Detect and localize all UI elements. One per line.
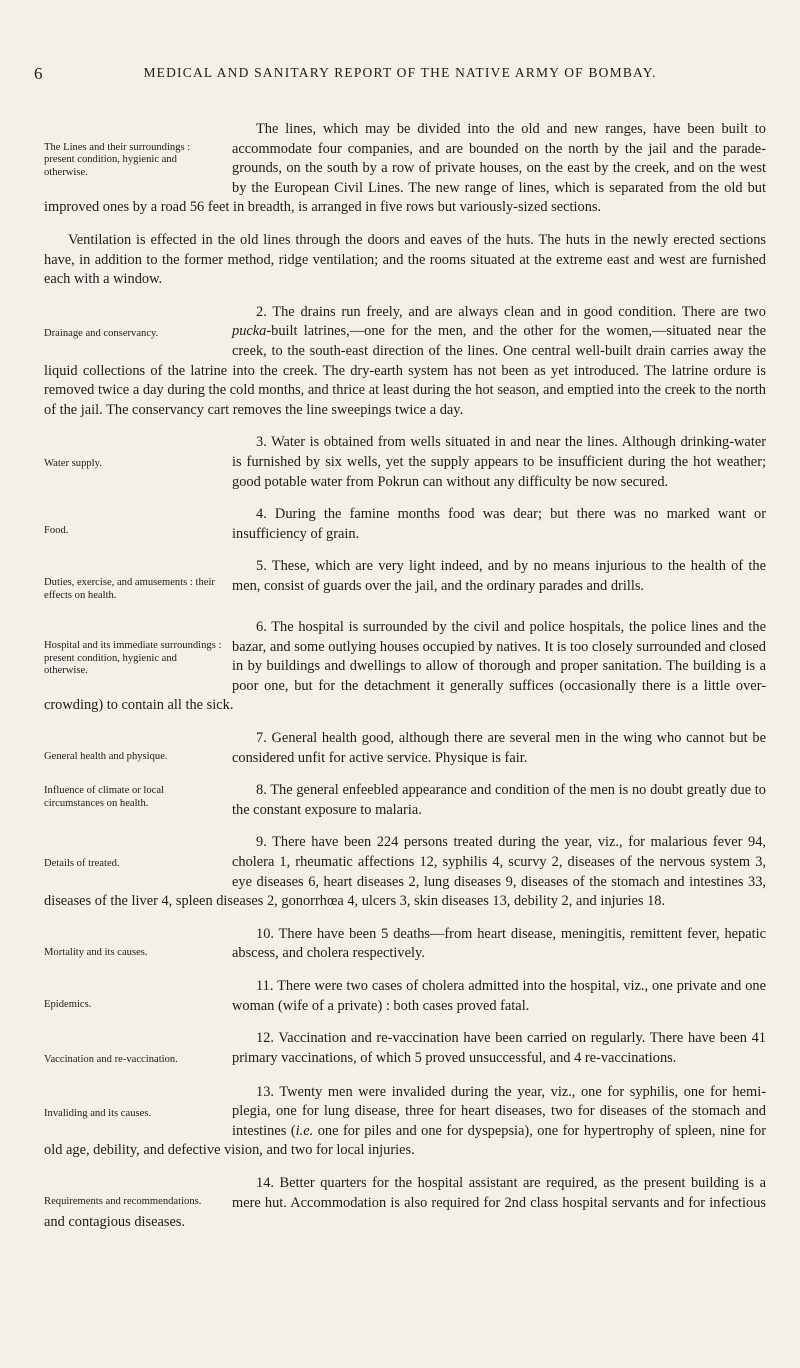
paragraph-text	[44, 1083, 766, 1161]
text-run: one for piles and one for dyspepsia), one for hypertrophy of spleen, nine for old age, debility, and defective vision, and two for local injuries.	[44, 1122, 766, 1159]
running-title: MEDICAL AND SANITARY REPORT OF THE NATIVE ARMY OF BOMBAY.	[143, 65, 657, 80]
paragraph-requirements	[44, 1174, 766, 1233]
margin-note-climate: Influence of climate or local circumstances on health.	[44, 785, 165, 809]
margin-note-vaccination: Vaccination and re-vaccination.	[44, 1054, 178, 1066]
paragraph-text: 8. The general enfeebled appearance and condition of the men is no doubt greatly due to the constant exposure to malaria.	[232, 782, 766, 818]
margin-note-water: Water supply.	[44, 458, 102, 470]
paragraph-text: 11. There were two cases of cholera admitted into the hospital, viz., one private and one woman (wife of a private) : both cases proved fatal.	[232, 978, 766, 1014]
paragraph-lines	[44, 120, 766, 218]
italic-run: i.e.	[295, 1122, 314, 1139]
margin-note-treated: Details of treated.	[44, 858, 120, 870]
paragraph-climate	[44, 781, 766, 820]
paragraph-epidemics	[44, 977, 766, 1016]
text-run: 2. The drains run freely, and are always clean and in good condition. There are two	[256, 303, 766, 320]
text-run: -built latrines,—one for the men, and the other for the women,—situated near the creek, to the south-east direction of the lines. One central well-built drain carries away the liquid collections of the latrine into the creek. The dry-earth system has not been as yet introduced. The latrine ordure is removed twice a day during the cold months, and thrice at least during the hot season, and emptied into the creek to the north of the jail. The conservancy cart removes the line sweepings twice a day.	[44, 323, 766, 418]
margin-note-requirements: Requirements and recommendations.	[44, 1195, 202, 1207]
paragraph-drainage	[44, 303, 766, 421]
paragraph-text: 7. General health good, although there are several men in the wing who cannot but be considered unfit for active service. Physique is fair.	[232, 730, 766, 766]
text-run: 13. Twenty men were invalided during the year, viz., one for syphilis, one for hemi-plegia, one for lung disease, three for heart diseases, two for diseases of the stomach and intestines (	[232, 1083, 766, 1139]
report-body	[44, 120, 766, 1246]
paragraph-text: 6. The hospital is surrounded by the civil and police hospitals, the police lines and the bazar, and some outlying houses occupied by natives. It is too closely surrounded and closed in by buildings and dwellings to allow of thorough and proper sanitation. The building is a poor one, but for the detachment it generally suffices (occasionally there is a little over-crowding) to contain all the sick.	[44, 619, 766, 714]
page-header	[34, 64, 766, 88]
paragraph-text: 5. These, which are very light indeed, and by no means injurious to the health of the men, consist of guards over the jail, and the ordinary parades and drills.	[232, 558, 766, 594]
page-number: 6	[34, 64, 43, 83]
margin-note-hospital: Hospital and its immediate surroundings : present condition, hygienic and otherwise.	[44, 640, 222, 676]
margin-note-mortality: Mortality and its causes.	[44, 946, 148, 958]
margin-note-food: Food.	[44, 525, 69, 537]
margin-note-general-health: General health and physique.	[44, 751, 168, 763]
paragraph-text: 9. There have been 224 persons treated during the year, viz., for malarious fever 94, cholera 1, rheumatic affections 12, syphilis 4, scurvy 2, diseases of the nervous system 3, eye diseases 6, heart diseases 2, lung diseases 9, diseases of the stomach and intestines 33, diseases of the liver 4, spleen diseases 2, gonorrhœa 4, ulcers 3, skin diseases 13, debility 2, and injuries 18.	[44, 834, 766, 910]
paragraph-text: The lines, which may be divided into the old and new ranges, have been built to accommodate four companies, and are bounded on the north by the jail and the parade-grounds, on the south by a row of private houses, on the east by the creek, and on the west by the European Civil Lines. The new range of lines, which is separated from the old but improved ones by a road 56 feet in breadth, is arranged in five rows but variously-sized sections.	[44, 121, 766, 216]
paragraph-hospital	[44, 618, 766, 716]
margin-note-lines: The Lines and their surroundings : present condition, hygienic and otherwise.	[44, 142, 191, 178]
paragraph-duties	[44, 557, 766, 605]
paragraph-text: 4. During the famine months food was dear; but there was no marked want or insufficiency of grain.	[232, 506, 766, 542]
paragraph-vaccination	[44, 1029, 766, 1069]
paragraph-general-health	[44, 729, 766, 768]
paragraph-ventilation	[44, 231, 766, 290]
paragraph-text: 12. Vaccination and re-vaccination have been carried on regularly. There have been 41 primary vaccinations, of which 5 proved unsuccessful, and 4 re-vaccinations.	[232, 1030, 766, 1066]
paragraph-food	[44, 505, 766, 544]
paragraph-text: 10. There have been 5 deaths—from heart disease, meningitis, remittent fever, hepatic abscess, and cholera respectively.	[232, 925, 766, 962]
paragraph-invaliding	[44, 1083, 766, 1161]
paragraph-text: Ventilation is effected in the old lines through the doors and eaves of the huts. The huts in the newly erected sections have, in addition to the former method, ridge ventilation; and the rooms situated at the extreme east and west are furnished each with a window.	[44, 231, 766, 288]
paragraph-treated	[44, 833, 766, 911]
margin-note-invaliding: Invaliding and its causes.	[44, 1107, 152, 1119]
paragraph-water	[44, 433, 766, 492]
paragraph-text	[44, 303, 766, 421]
paragraph-mortality	[44, 925, 766, 964]
italic-run: pucka	[232, 323, 267, 340]
margin-note-duties: Duties, exercise, and amusements : their effects on health.	[44, 577, 215, 601]
margin-note-drainage: Drainage and conservancy.	[44, 327, 159, 339]
margin-note-epidemics: Epidemics.	[44, 999, 92, 1010]
paragraph-text: 3. Water is obtained from wells situated in and near the lines. Although drinking-water is furnished by six wells, yet the supply appears to be insufficient during the hot weather; good potable water from Pokrun can without any difficulty be now secured.	[232, 434, 766, 490]
paragraph-text: 14. Better quarters for the hospital assistant are required, as the present building is a mere hut. Accommodation is also required for 2nd class hospital servants and for infectious and contagious diseases.	[44, 1174, 766, 1231]
